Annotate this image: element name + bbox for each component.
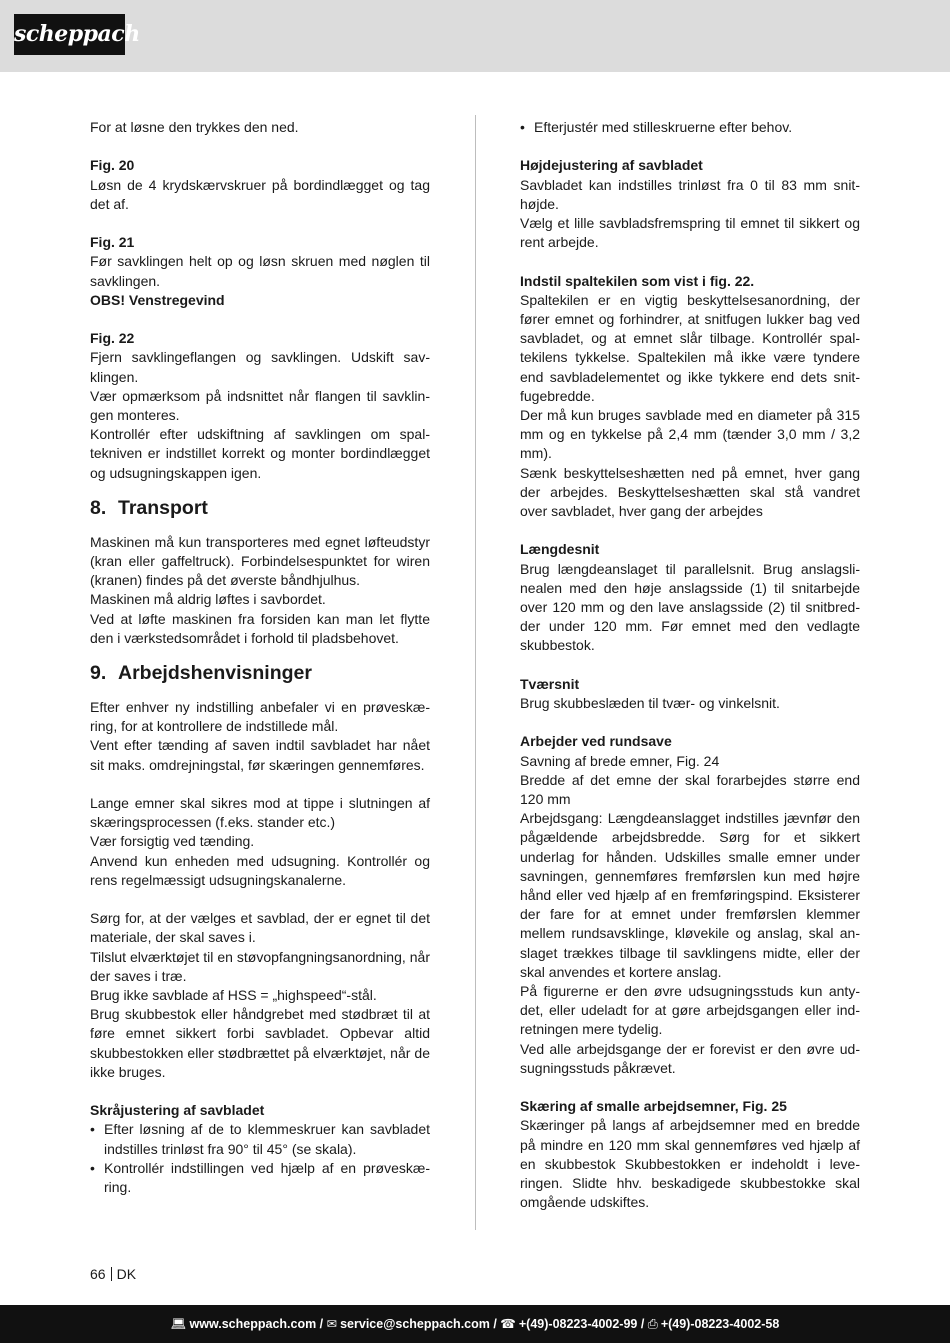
paragraph: Brug længdeanslaget til parallelsnit. Brug anslagslinealen med den høje anslagsside (1) til snitarbejde over 120 mm og den lave anslagsside (2) til snitbredder under 120 mm. Før emnet med den vedlagte skubbestok. (520, 560, 860, 654)
subheading: Skæring af smalle arbejdsemner, Fig. 25 (520, 1098, 787, 1115)
footer-fax: +(49)-08223-4002-58 (660, 1317, 780, 1331)
paragraph: Løsn de 4 krydskærvskruer på bordindlægget og tag det af. (90, 176, 430, 212)
spacer (520, 137, 860, 156)
spacer (90, 214, 430, 233)
right-column (520, 118, 860, 1212)
spacer (90, 1082, 430, 1101)
fax-icon: ⎙ (647, 1317, 658, 1331)
phone-icon: ☎︎ (500, 1317, 516, 1331)
spacer (520, 656, 860, 675)
page-number (90, 1266, 136, 1282)
header-bar (0, 0, 950, 72)
paragraph: På figurerne er den øvre udsugningsstuds kun antydet, eller udeladt for at gøre arbejdsgangen eller indretningen mere tydelig. (520, 983, 860, 1038)
section-heading (90, 662, 430, 684)
paragraph: Vær forsigtig ved tænding. (90, 833, 255, 850)
paragraph: Savning af brede emner, Fig. 24 (520, 752, 720, 769)
scheppach-logo: scheppach (14, 14, 125, 55)
spacer (520, 521, 860, 540)
footer-bar (0, 1305, 950, 1343)
paragraph: Kontrollér efter udskiftning af savklingen om spaltekniven er indstillet korrekt og monter bordindlægget og udsugningskappen igen. (90, 426, 430, 481)
paragraph: Anvend kun enheden med udsugning. Kontrollér og rens regelmæssigt udsugningskanalerne. (90, 852, 430, 888)
paragraph: For at løsne den trykkes den ned. (90, 119, 299, 135)
paragraph: Savbladet kan indstilles trinløst fra 0 til 83 mm snithøjde. (520, 176, 860, 212)
page-language: DK (116, 1266, 137, 1282)
section-number: 9. (90, 662, 107, 685)
paragraph: Fjern savklingeflangen og savklingen. Udskift savklingen. (90, 349, 430, 385)
paragraph: Spaltekilen er en vigtig beskyttelsesanordning, der fører emnet og forhindrer, at snitfugen lukker bag ved savbladet, og at emnet slår tilbage. Kontrollér spaltekilens tykkelse. Spaltekilen må ikke være tyndere end savbladelementet og ikke tykkere end dets snitfugebredde. (520, 291, 860, 404)
paragraph: Før savklingen helt op og løsn skruen med nøglen til savklingen. (90, 253, 430, 289)
computer-icon: 💻︎ (170, 1317, 187, 1331)
paragraph: Arbejdsgang: Længdeanslagget indstilles jævnfør den pågældende arbejdsbredde. Sørg for et sikkert underlag for hånden. Udskilles smalle emner under savningen, gennemføres fremførslen kun med højre hånd eller ved hjælp af en fremføringspind. Eksisterer der fare for at emnet under fremførslen klemmer mellem rundsavsklinge, kløvekile og anslag, skal anslaget trækkes tilbage til savklingens midte, eller der skal anvendes et kortere anslag. (520, 810, 860, 980)
paragraph: Sænk beskyttelseshætten ned på emnet, hver gang der arbejdes. Beskyttelseshætten skal stå vandret over savbladet, hver gang der arbejdes (520, 464, 860, 520)
column-divider (475, 115, 476, 1230)
mail-icon: ✉︎ (326, 1317, 338, 1331)
paragraph: Der må kun bruges savblade med en diameter på 315 mm og en tykkelse på 2,4 mm (tænder 3,0 mm / 3,2 mm). (520, 407, 860, 462)
bullet-item: • Kontrollér indstillingen ved hjælp af en prøveskæring. (90, 1159, 430, 1197)
subheading: Skråjustering af savbladet (90, 1102, 265, 1119)
paragraph: Ved at løfte maskinen fra forsiden kan man let flytte den i værkstedsområdet i forhold til pladsbehovet. (90, 610, 430, 646)
subheading: Indstil spaltekilen som vist i fig. 22. (520, 272, 755, 289)
spacer (520, 252, 860, 271)
paragraph: Sørg for, at der vælges et savblad, der er egnet til det materiale, der skal saves i. (90, 910, 430, 946)
footer-web-link[interactable]: www.scheppach.com (189, 1317, 317, 1331)
paragraph: Bredde af det emne der skal forarbejdes større end 120 mm (520, 771, 860, 808)
section-title: Arbejdshenvisninger (118, 662, 312, 685)
spacer (90, 137, 430, 156)
left-column (90, 118, 430, 1197)
paragraph: Maskinen må kun transporteres med egnet løfteudstyr (kran eller gaffeltruck). Forbindelsespunktet for wiren (kranen) findes på det øverste båndhjulhus. (90, 533, 430, 589)
footer-mail-link[interactable]: service@scheppach.com (340, 1317, 490, 1331)
spacer (520, 1078, 860, 1097)
subheading: Længdesnit (520, 541, 600, 558)
spacer (90, 310, 430, 329)
bullet-item: • Efter løsning af de to klemmeskruer kan savbladet indstilles trinløst fra 90° til 45° (se skala). (90, 1120, 430, 1158)
paragraph: Ved alle arbejdsgange der er forevist er den øvre udsugningsstuds påkrævet. (520, 1040, 860, 1076)
paragraph: Lange emner skal sikres mod at tippe i slutningen af skæringsprocessen (f.eks. stander etc.) (90, 795, 430, 831)
page-number-value: 66 (90, 1266, 106, 1282)
subheading: Arbejder ved rundsave (520, 733, 672, 750)
subheading: Fig. 20 (90, 157, 135, 174)
bullet-item: • Efterjustér med stilleskruerne efter behov. (520, 118, 860, 137)
subheading: Fig. 22 (90, 330, 135, 347)
paragraph: Maskinen må aldrig løftes i savbordet. (90, 591, 326, 608)
page-separator (111, 1267, 112, 1281)
paragraph: Brug ikke savblade af HSS = „highspeed“-stål. (90, 987, 377, 1004)
paragraph: Vær opmærksom på indsnittet når flangen til savklingen monteres. (90, 387, 430, 423)
paragraph: Efter enhver ny indstilling anbefaler vi en prøveskæring, for at kontrollere de indstillede mål. (90, 699, 430, 735)
section-heading (90, 497, 430, 519)
paragraph: Brug skubbestok eller håndgrebet med stødbræt til at føre emnet sikkert forbi savbladet. Opbevar altid skubbestokken eller stødbrættet på elværktøjet, når de ikke bruges. (90, 1006, 430, 1080)
footer-phone: +(49)-08223-4002-99 (518, 1317, 638, 1331)
subheading: OBS! Venstregevind (90, 291, 225, 308)
paragraph: Tilslut elværktøjet til en støvopfangningsanordning, når der saves i træ. (90, 948, 430, 984)
section-title: Transport (118, 496, 208, 519)
subheading: Tværsnit (520, 675, 580, 692)
paragraph: Brug skubbeslæden til tvær- og vinkelsnit. (520, 695, 780, 712)
section-number: 8. (90, 496, 107, 519)
footer-contact: 💻︎ www.scheppach.com / ✉︎ service@scheppach.com / ☎︎ +(49)-08223-4002-99 / ⎙ +(49)-08223-4002-58 (170, 1317, 780, 1331)
paragraph: Skæringer på langs af arbejdsemner med en bredde på mindre en 120 mm skal gennemføres ved hjælp af en skubbestok Skubbestokken er indeholdt i leveringen. Slidte hhv. beskadigede skubbestokke skal omgående udskiftes. (520, 1117, 860, 1211)
spacer (90, 775, 430, 794)
paragraph: Vælg et lille savbladsfremspring til emnet til sikkert og rent arbejde. (520, 215, 860, 251)
spacer (90, 890, 430, 909)
subheading: Højdejustering af savbladet (520, 157, 703, 174)
spacer (520, 713, 860, 732)
paragraph: Vent efter tænding af saven indtil savbladet har nået sit maks. omdrejningstal, før skæringen gennemføres. (90, 737, 430, 773)
subheading: Fig. 21 (90, 234, 135, 251)
